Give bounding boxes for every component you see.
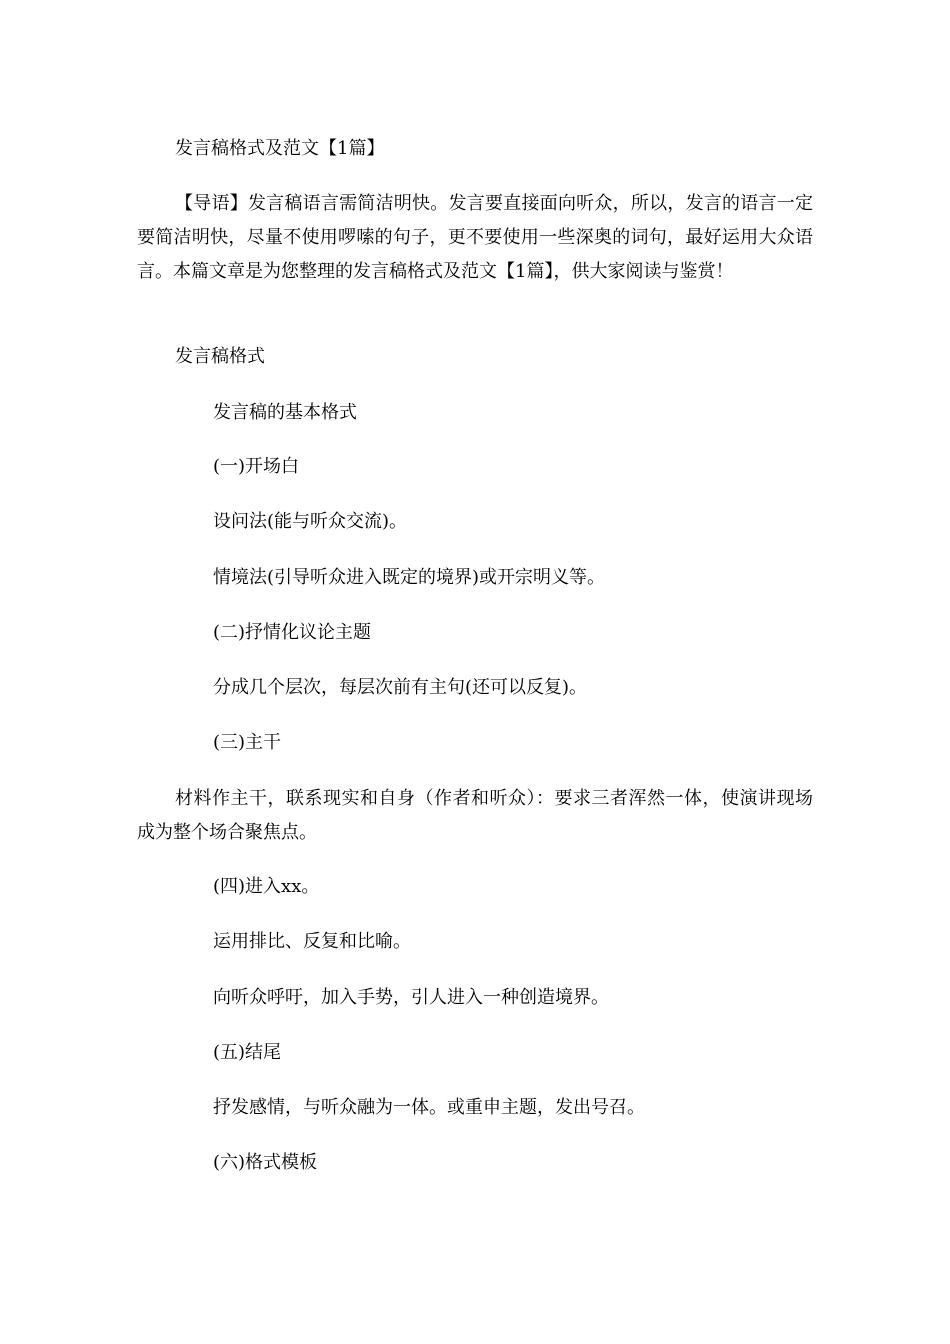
list-item: 分成几个层次，每层次前有主句(还可以反复)。	[213, 677, 588, 698]
subheading: 发言稿的基本格式	[213, 402, 357, 423]
list-item: 情境法(引导听众进入既定的境界)或开宗明义等。	[213, 567, 606, 588]
list-item: (五)结尾	[213, 1042, 282, 1063]
intro-paragraph: 【导语】发言稿语言需简洁明快。发言要直接面向听众，所以，发言的语言一定要简洁明快，尽量不使用啰嗦的句子，更不要使用一些深奥的词句，最好运用大众语言。本篇文章是为您整理的发言稿格式及范文【1篇】，供大家阅读与鉴赏！	[137, 193, 813, 282]
list-item: 设问法(能与听众交流)。	[213, 511, 408, 532]
section-heading: 发言稿格式	[175, 346, 265, 367]
list-item: (一)开场白	[213, 456, 300, 477]
list-item: (四)进入xx。	[213, 876, 320, 897]
list-item: 抒发感情，与听众融为一体。或重申主题，发出号召。	[213, 1097, 645, 1118]
list-item: 向听众呼吁，加入手势，引人进入一种创造境界。	[213, 987, 609, 1008]
list-item: (二)抒情化议论主题	[213, 622, 372, 643]
list-item: (三)主干	[213, 732, 282, 753]
document-title: 发言稿格式及范文【1篇】	[175, 138, 385, 159]
list-item: (六)格式模板	[213, 1152, 318, 1173]
main-paragraph: 材料作主干，联系现实和自身（作者和听众）：要求三者浑然一体，使演讲现场成为整个场合聚焦点。	[137, 788, 813, 843]
list-item: 运用排比、反复和比喻。	[213, 931, 411, 952]
